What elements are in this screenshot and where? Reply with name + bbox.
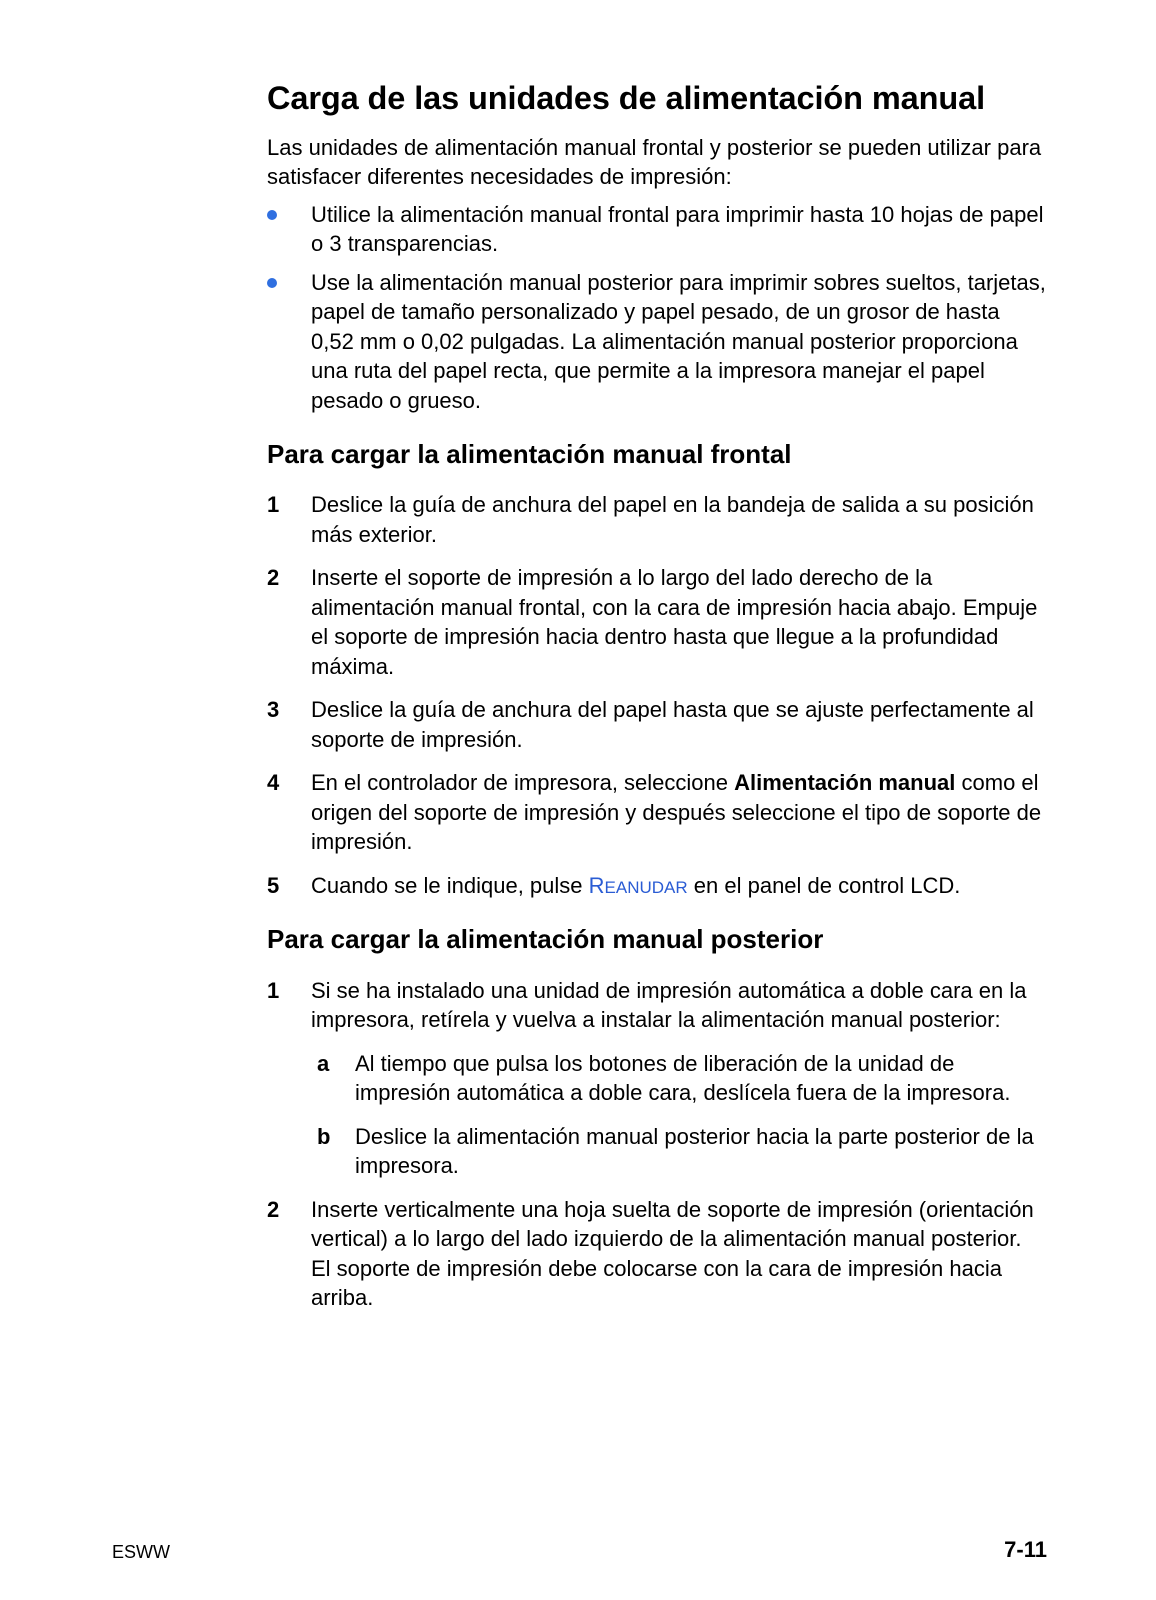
reanudar-key-label [589,873,688,898]
step-text-post: en el panel de control LCD. [687,872,961,898]
step-text-pre: Cuando se le indique, pulse [311,872,589,898]
substep-list [311,1049,1047,1181]
bullet-text: Utilice la alimentación manual frontal para imprimir hasta 10 hojas de papel o 3 transparencias. [311,201,1044,257]
key-label-initial: R [588,872,605,898]
step-text: Deslice la guía de anchura del papel en la bandeja de salida a su posición más exterior. [311,492,1034,547]
key-label-rest: EANUDAR [604,877,688,897]
step-text [311,768,1047,857]
step-text [311,871,1047,903]
substep-text: Deslice la alimentación manual posterior hacia la parte posterior de la impresora. [355,1123,1034,1178]
footer-page-number: 7-11 [1004,1537,1047,1562]
substep-item [311,1122,1047,1181]
substep-text: Al tiempo que pulsa los botones de liberación de la unidad de impresión automática a doble cara, deslícela fuera de la impresora. [355,1050,1011,1105]
step-item [267,563,1047,681]
step-text: Inserte verticalmente una hoja suelta de soporte de impresión (orientación vertical) a lo largo del lado izquierdo de la alimentación manual posterior. El soporte de impresión debe colocarse con la cara de impresión hacia arriba. [311,1196,1034,1310]
step-number: 3 [267,697,280,723]
bullet-list [267,200,1047,416]
step-item [267,695,1047,754]
step-item [267,490,1047,549]
substep-item [311,1049,1047,1108]
substep-letter: b [317,1123,331,1149]
step-text-post: como el origen del soporte de impresión y después seleccione el tipo de soporte de impresión. [311,770,1042,855]
step-item [267,768,1047,857]
step-item [267,1195,1047,1313]
intro-paragraph: Las unidades de alimentación manual frontal y posterior se pueden utilizar para satisfacer diferentes necesidades de impresión: [267,134,1042,190]
steps-posterior [267,976,1047,1313]
steps-frontal [267,490,1047,902]
step-text: Inserte el soporte de impresión a lo largo del lado derecho de la alimentación manual frontal, con la cara de impresión hacia abajo. Empuje el soporte de impresión hacia dentro hasta que llegue a la profundidad máxima. [311,565,1038,679]
page-content [267,78,1047,1327]
section-title-frontal: Para cargar la alimentación manual frontal [267,439,792,470]
bullet-icon [267,278,277,288]
page-title: Carga de las unidades de alimentación manual [267,80,986,116]
step-number: 5 [267,872,280,898]
step-item [267,871,1047,903]
bullet-icon [267,210,277,220]
step-text-pre: En el controlador de impresora, seleccione [311,770,735,796]
step-number: 2 [267,565,280,591]
step-text: Si se ha instalado una unidad de impresión automática a doble cara en la impresora, retírela y vuelva a instalar la alimentación manual posterior: [311,977,1027,1032]
step-number: 1 [267,977,280,1003]
substep-letter: a [317,1050,330,1076]
footer-doc-code: ESWW [112,1542,170,1562]
section-title-posterior: Para cargar la alimentación manual posterior [267,924,824,955]
step-number: 1 [267,492,280,518]
step-text: Deslice la guía de anchura del papel hasta que se ajuste perfectamente al soporte de impresión. [311,697,1034,752]
step-number: 2 [267,1196,280,1222]
bullet-text: Use la alimentación manual posterior para imprimir sobres sueltos, tarjetas, papel de tamaño personalizado y papel pesado, de un grosor de hasta 0,52 mm o 0,02 pulgadas. La alimentación manual posterior proporciona una ruta del papel recta, que permite a la impresora manejar el papel pesado o grueso. [311,269,1046,413]
step-number: 4 [267,770,280,796]
menu-option-label: Alimentación manual [734,770,956,796]
bullet-item [267,200,1047,259]
step-item [267,976,1047,1181]
bullet-item [267,268,1047,416]
